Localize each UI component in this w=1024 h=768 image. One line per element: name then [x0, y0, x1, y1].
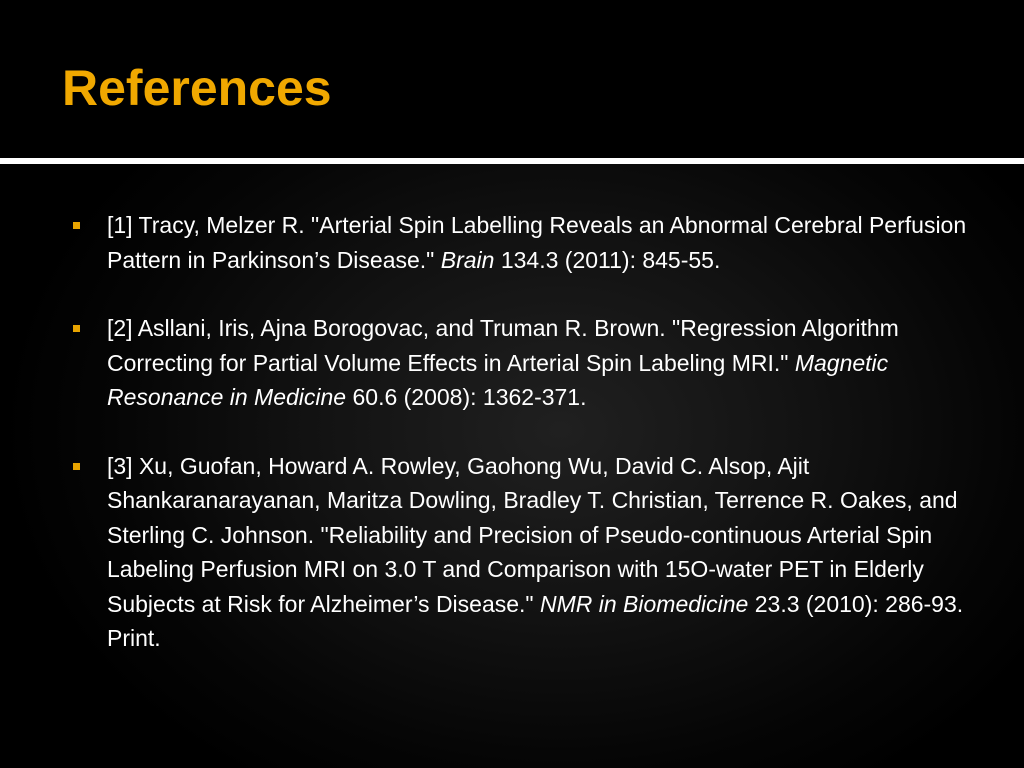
reference-journal: Magnetic Resonance in Medicine — [107, 349, 889, 410]
reference-item — [0, 208, 1024, 277]
square-bullet-icon — [73, 325, 80, 332]
slide-title: References — [62, 60, 332, 116]
reference-citation: 23.3 (2010): 286-93. Print. — [107, 590, 964, 651]
reference-citation: 134.3 (2011): 845-55. — [494, 246, 721, 273]
reference-journal: NMR in Biomedicine — [539, 590, 749, 617]
square-bullet-icon — [73, 463, 80, 470]
reference-list — [0, 208, 1024, 690]
reference-citation: 60.6 (2008): 1362-371. — [346, 384, 587, 410]
square-bullet-icon — [73, 222, 80, 229]
reference-item — [0, 311, 1024, 415]
reference-text: [2] Asllani, Iris, Ajna Borogovac, and Truman R. Brown. "Regression Algorithm Correcting for Partial Volume Effects in Arterial Spin Labeling MRI." — [107, 315, 899, 376]
title-divider — [0, 158, 1024, 164]
reference-text: [3] Xu, Guofan, Howard A. Rowley, Gaohong Wu, David C. Alsop, Ajit Shankaranarayanan, Maritza Dowling, Bradley T. Christian, Terrence R. Oakes, and Sterling C. Johnson. "Reliability and Precision of Pseudo-continuous Arterial Spin Labeling Perfusion MRI on 3.0 T and Comparison with 15O-water PET in Elderly Subjects at Risk for Alzheimer’s Disease." — [107, 452, 958, 617]
reference-text: [1] Tracy, Melzer R. "Arterial Spin Labelling Reveals an Abnormal Cerebral Perfusion Pattern in Parkinson’s Disease." — [107, 212, 967, 273]
reference-item — [0, 449, 1024, 656]
reference-journal: Brain — [440, 246, 495, 273]
